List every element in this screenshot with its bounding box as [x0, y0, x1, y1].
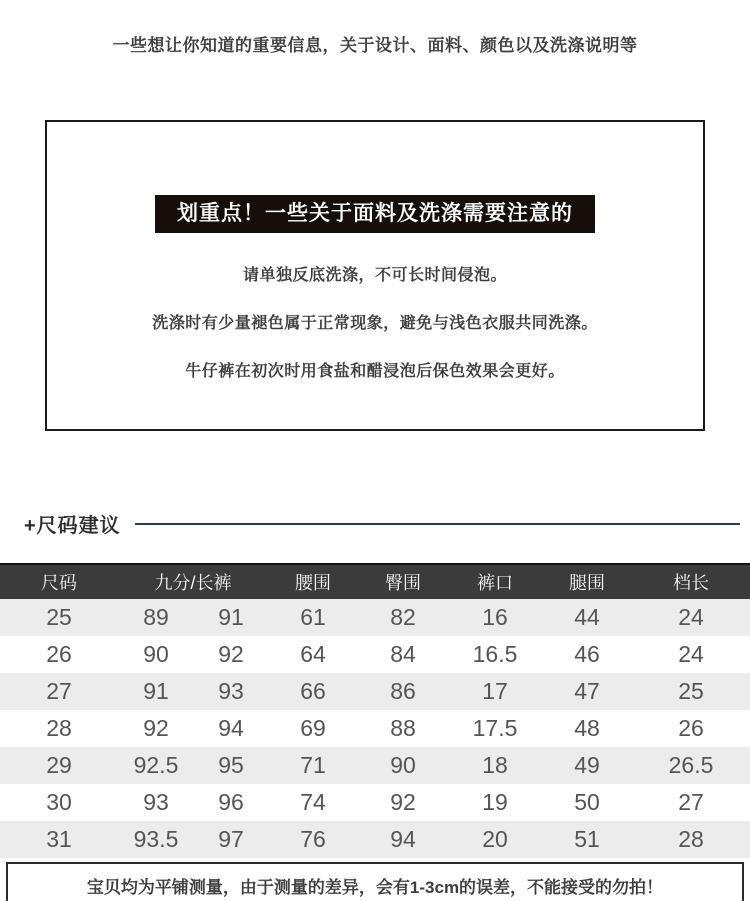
table-cell: 96 [218, 789, 244, 815]
table-row [0, 599, 750, 636]
notice-line: 洗涤时有少量褪色属于正常现象，避免与浅色衣服共同洗涤。 [152, 315, 598, 332]
table-cell: 84 [390, 641, 416, 667]
table-cell: 91 [218, 604, 244, 630]
table-cell: 50 [574, 789, 600, 815]
table-row [0, 784, 750, 821]
footer-note: 宝贝均为平铺测量，由于测量的差异，会有1-3cm的误差，不能接受的勿拍！ [6, 862, 744, 901]
table-cell: 93 [143, 789, 169, 815]
table-cell: 31 [46, 826, 72, 852]
table-cell: 89 [143, 604, 169, 630]
column-header-hip: 臀围 [385, 573, 421, 593]
table-cell: 44 [574, 604, 600, 630]
table-cell: 16.5 [472, 641, 518, 667]
table-row [0, 673, 750, 710]
table-cell: 26 [46, 641, 72, 667]
table-cell: 25 [46, 604, 72, 630]
table-cell: 74 [300, 789, 326, 815]
table-cell: 88 [390, 715, 416, 741]
table-cell: 61 [300, 604, 326, 630]
table-row [0, 747, 750, 784]
table-cell: 30 [46, 789, 72, 815]
table-row [0, 636, 750, 673]
table-cell: 90 [143, 641, 169, 667]
table-cell: 92 [390, 789, 416, 815]
notice-box [45, 120, 705, 431]
table-cell: 94 [390, 826, 416, 852]
size-table-body [0, 599, 750, 858]
column-header-rise: 档长 [673, 573, 709, 593]
table-cell: 26 [678, 715, 704, 741]
table-cell: 64 [300, 641, 326, 667]
table-cell: 51 [574, 826, 600, 852]
table-cell: 92 [143, 715, 169, 741]
table-row [0, 821, 750, 858]
table-cell: 17.5 [472, 715, 518, 741]
table-cell: 18 [482, 752, 508, 778]
notice-banner: 划重点！一些关于面料及洗涤需要注意的 [155, 195, 595, 233]
table-row [0, 710, 750, 747]
table-cell: 17 [482, 678, 508, 704]
table-cell: 76 [300, 826, 326, 852]
heading-divider-line [135, 523, 740, 525]
column-header-length: 九分/长裤 [154, 573, 232, 593]
table-cell: 48 [574, 715, 600, 741]
notice-line: 请单独反底洗涤，不可长时间侵泡。 [242, 267, 507, 284]
table-cell: 82 [390, 604, 416, 630]
table-cell: 71 [300, 752, 326, 778]
table-cell: 27 [46, 678, 72, 704]
table-cell: 24 [678, 641, 704, 667]
column-header-waist: 腰围 [295, 573, 331, 593]
table-cell: 66 [300, 678, 326, 704]
table-cell: 27 [678, 789, 704, 815]
table-cell: 24 [678, 604, 704, 630]
table-cell: 28 [678, 826, 704, 852]
table-cell: 47 [574, 678, 600, 704]
table-cell: 69 [300, 715, 326, 741]
table-cell: 49 [574, 752, 600, 778]
column-header-cuff: 裤口 [477, 573, 513, 593]
table-cell: 93 [218, 678, 244, 704]
table-cell: 90 [390, 752, 416, 778]
table-cell: 26.5 [668, 752, 714, 778]
table-cell: 93.5 [133, 826, 179, 852]
table-cell: 92.5 [133, 752, 179, 778]
table-cell: 16 [482, 604, 508, 630]
notice-line: 牛仔裤在初次时用食盐和醋浸泡后保色效果会更好。 [185, 363, 565, 380]
table-cell: 20 [482, 826, 508, 852]
table-cell: 19 [482, 789, 508, 815]
intro-text: 一些想让你知道的重要信息，关于设计、面料、颜色以及洗涤说明等 [112, 36, 638, 55]
table-cell: 25 [678, 678, 704, 704]
table-cell: 97 [218, 826, 244, 852]
size-heading-label: +尺码建议 [24, 514, 121, 537]
table-cell: 95 [218, 752, 244, 778]
size-table [0, 563, 750, 858]
table-cell: 94 [218, 715, 244, 741]
table-cell: 28 [46, 715, 72, 741]
table-cell: 46 [574, 641, 600, 667]
table-cell: 29 [46, 752, 72, 778]
table-cell: 91 [143, 678, 169, 704]
column-header-size: 尺码 [41, 573, 77, 593]
table-cell: 86 [390, 678, 416, 704]
column-header-thigh: 腿围 [569, 573, 605, 593]
size-section-heading [24, 510, 740, 536]
table-cell: 92 [218, 641, 244, 667]
size-table-header [0, 563, 750, 599]
